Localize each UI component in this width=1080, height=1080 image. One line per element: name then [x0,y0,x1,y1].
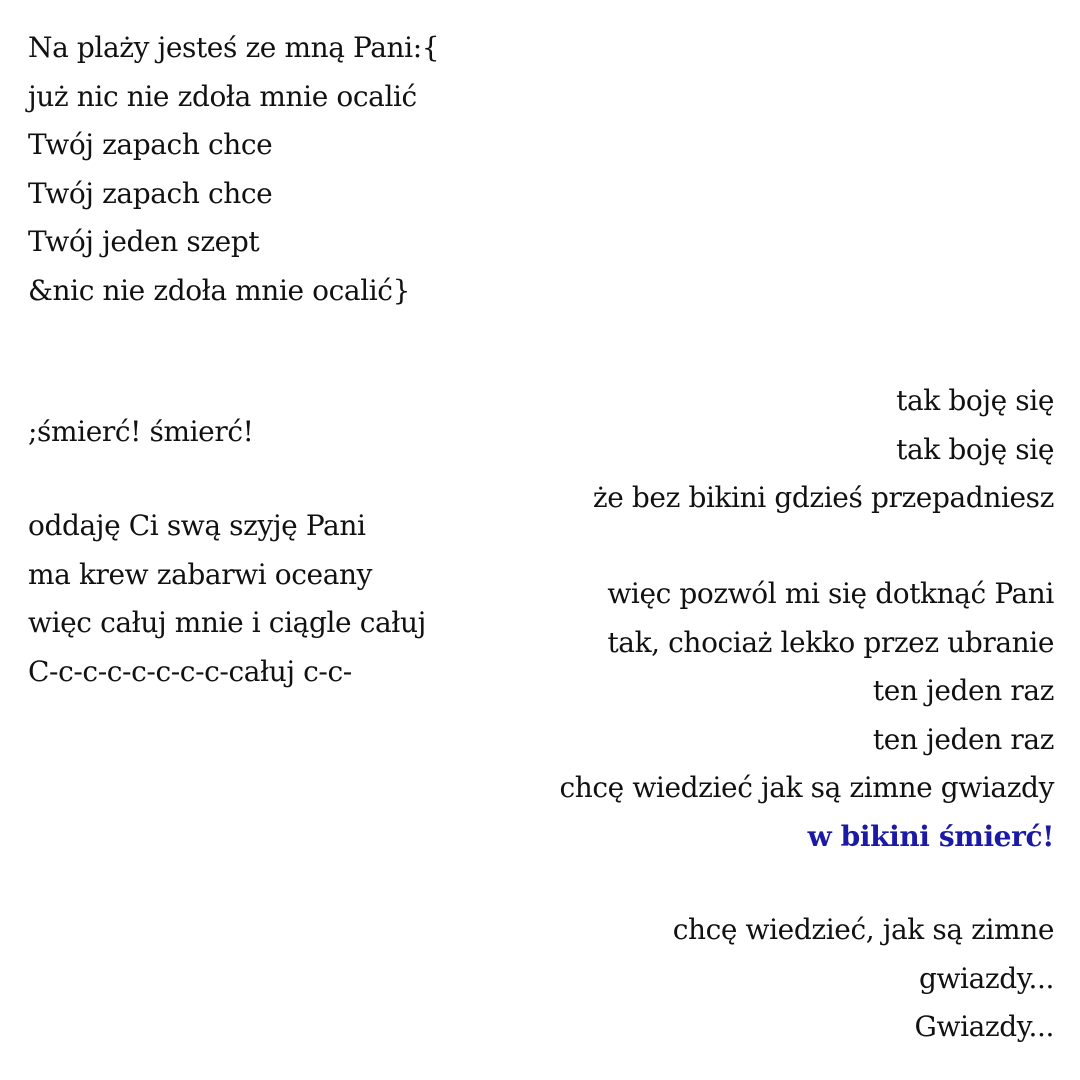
poem-line: tak, chociaż lekko przez ubranie [607,625,1054,659]
poem-line: gwiazdy... [918,961,1054,995]
poem-line: ten jeden raz [872,722,1054,756]
poem-line: więc całuj mnie i ciągle całuj [28,606,426,639]
right-stanza-1 [593,377,1054,523]
right-stanza-3 [673,906,1054,1052]
poem-line: &nic nie zdoła mnie ocalić} [28,273,411,307]
right-stanza-2 [559,570,1054,861]
poem-line: Na plaży jesteś ze mną Pani:{ [28,31,440,64]
poem-line: ten jeden raz [872,674,1054,707]
poem-line: C-c-c-c-c-c-c-c-całuj c-c- [28,654,352,688]
poem-line: już nic nie zdoła mnie ocalić [28,79,417,113]
poem-line: że bez bikini gdzieś przepadniesz [592,481,1054,514]
poem-line: chcę wiedzieć jak są zimne gwiazdy [559,771,1054,804]
left-stanza-3 [28,502,426,696]
poem-line: chcę wiedzieć, jak są zimne [672,913,1054,946]
poem-line: Twój zapach chce [28,128,273,161]
poem-line: oddaję Ci swą szyję Pani [28,509,366,542]
poem-line: tak boję się [896,384,1054,417]
poem-line: ;śmierć! śmierć! [28,415,254,448]
accent-line: w bikini śmierć! [807,819,1054,853]
left-stanza-1 [28,24,439,315]
poem-line: ma krew zabarwi oceany [28,557,373,591]
poem-line: Twój zapach chce [28,176,273,210]
poem-line: Twój jeden szept [28,225,260,258]
left-stanza-2 [28,408,253,457]
poem-line: tak boję się [896,432,1054,466]
poem-line: więc pozwól mi się dotknąć Pani [607,577,1054,610]
poem-line: Gwiazdy... [914,1010,1054,1043]
